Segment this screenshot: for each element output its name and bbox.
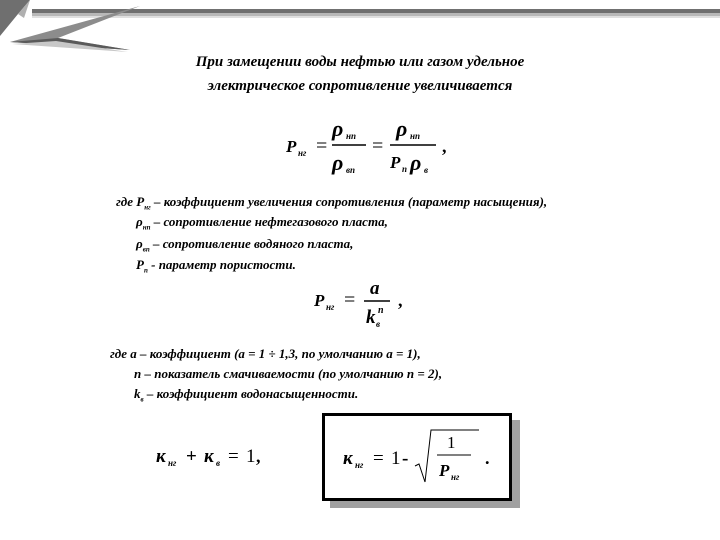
formula4-box [322, 413, 512, 501]
formula4-one: 1 [391, 448, 401, 469]
legend2-line3-symbol: k [134, 386, 141, 401]
legend1-line2-symbol: ρ [136, 214, 143, 229]
title-line-1: При замещении воды нефтью или газом удельное [195, 54, 525, 70]
formula3-k-1: к [156, 446, 166, 467]
formula4-num: 1 [447, 433, 456, 452]
formula2-den-sup: n [378, 305, 384, 316]
formula3-k-2: к [204, 446, 214, 467]
formula4-minus: - [402, 448, 409, 469]
formula4-k: к [343, 448, 353, 469]
formula2-comma: , [398, 290, 403, 310]
legend1-line2-text: – сопротивление нефтегазового пласта, [150, 214, 388, 229]
legend1-line-3 [136, 236, 353, 254]
formula3-sub-ng: нг [168, 458, 177, 468]
formula1-sub-num-1: нп [346, 131, 357, 141]
header-bar [32, 9, 720, 18]
formula1-lhs-sub: нг [298, 148, 307, 158]
legend2-line3-sub: в [140, 395, 144, 404]
legend2-line-3 [134, 386, 358, 404]
title-line-2: электрическое сопротивление увеличивается [207, 78, 513, 94]
formula1-sub-num-2: нп [410, 131, 421, 141]
formula1-rho-den-1: ρ [332, 150, 344, 175]
legend1-line1-text: – коэффициент увеличения сопротивления (параметр насыщения), [150, 194, 548, 209]
formula3-one: 1 [246, 446, 256, 467]
legend2-line-2: n – показатель смачиваемости (по умолчанию n = 2), [134, 366, 443, 381]
legend1-line1-prefix: где P [116, 194, 145, 209]
arrow-logo [0, 0, 140, 52]
formula1-comma: , [442, 136, 447, 156]
formula3-comma: , [256, 446, 261, 466]
page-title [0, 50, 720, 98]
formula4-dot: . [485, 448, 490, 468]
legend1-line4-text: - параметр пористости. [147, 257, 296, 272]
formula1-rho-den-2: ρ [410, 150, 422, 175]
formula3-sub-v: в [216, 458, 221, 468]
legend1-line4-sub: п [143, 266, 148, 275]
formula-sum [154, 440, 284, 474]
legend1-line4-symbol: P [136, 257, 144, 272]
formula1-eq-2: = [372, 135, 384, 157]
formula-ng-from-sqrt [339, 424, 509, 494]
formula-archie [308, 276, 418, 336]
legend2-line3-text: – коэффициент водонасыщенности. [143, 386, 359, 401]
formula4-sub-ng: нг [355, 460, 364, 470]
formula3-eq: = [228, 446, 239, 467]
formula2-numerator: a [370, 278, 380, 299]
formula-saturation-parameter [280, 115, 470, 179]
formula1-rho-num-2: ρ [396, 116, 408, 141]
legend1-line3-symbol: ρ [136, 236, 143, 251]
formula3-plus: + [186, 446, 197, 467]
formula1-eq-1: = [316, 135, 328, 157]
legend1-line-1 [116, 194, 547, 212]
formula4-den: P [439, 461, 450, 480]
formula1-sub-den-1: вп [346, 165, 356, 175]
formula1-p-den: P [390, 153, 401, 172]
legend2-line-1: где a – коэффициент (a = 1 ÷ 1,3, по умолчанию a = 1), [110, 346, 421, 361]
formula4-eq: = [373, 448, 384, 469]
formula2-lhs: P [314, 291, 325, 310]
formula2-eq: = [344, 289, 356, 311]
formula1-lhs: P [286, 137, 297, 156]
legend1-line-2 [136, 214, 388, 232]
legend1-line3-sub: вп [142, 245, 150, 254]
formula4-den-sub: нг [451, 472, 460, 482]
legend1-line2-sub: нп [142, 223, 151, 232]
formula2-lhs-sub: нг [326, 302, 335, 312]
formula2-den: k [366, 307, 376, 328]
legend1-line3-text: – сопротивление водяного пласта, [149, 236, 354, 251]
legend1-line-4 [136, 257, 296, 275]
formula1-rho-num-1: ρ [332, 116, 344, 141]
legend1-line1-sub: нг [144, 203, 151, 212]
formula1-sub-den-2: в [424, 165, 429, 175]
formula1-p-den-sub: п [402, 164, 408, 174]
formula2-den-sub: в [376, 319, 381, 329]
